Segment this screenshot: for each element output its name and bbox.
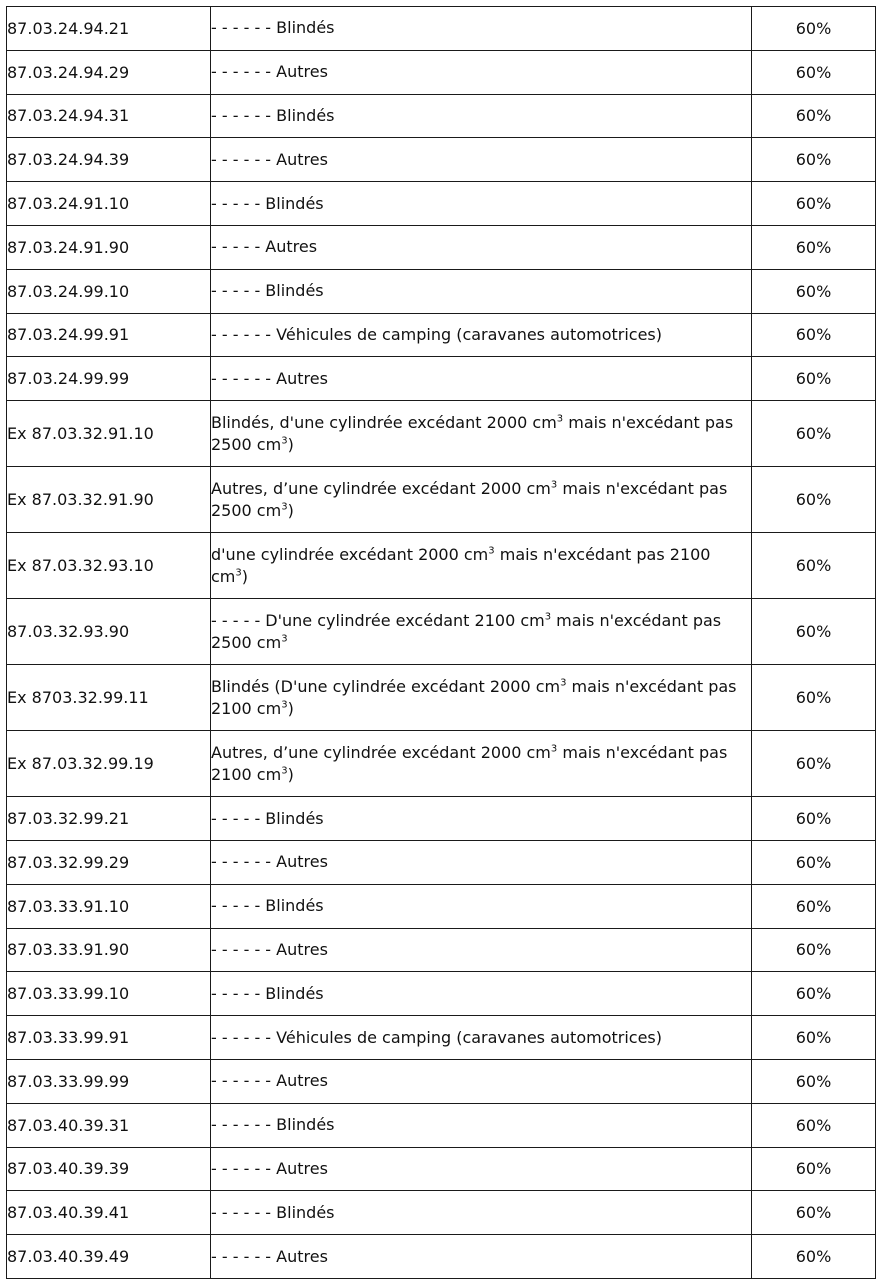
tariff-code-cell: Ex 87.03.32.91.10: [7, 401, 211, 467]
table-row: [7, 1191, 876, 1235]
table-row: [7, 797, 876, 841]
description-text: Blindés (D'une cylindrée excédant 2000 cm: [211, 676, 561, 696]
description-cell: [211, 1103, 752, 1147]
description-cell: [211, 182, 752, 226]
description-cell: [211, 467, 752, 533]
table-row: [7, 731, 876, 797]
tariff-code-cell: 87.03.40.39.41: [7, 1191, 211, 1235]
tariff-code-cell: 87.03.24.91.10: [7, 182, 211, 226]
rate-cell: 60%: [752, 401, 876, 467]
tariff-code-cell: Ex 87.03.32.91.90: [7, 467, 211, 533]
description-text: d'une cylindrée excédant 2000 cm: [211, 544, 489, 564]
rate-cell: 60%: [752, 269, 876, 313]
description-cell: [211, 50, 752, 94]
table-row: [7, 182, 876, 226]
description-cell: [211, 357, 752, 401]
description-cell: [211, 797, 752, 841]
description-cell: [211, 225, 752, 269]
tariff-code-cell: 87.03.32.99.21: [7, 797, 211, 841]
description-text: - - - - - - Autres: [211, 939, 328, 959]
superscript: 3: [544, 611, 552, 623]
description-text: - - - - - Blindés: [211, 193, 324, 213]
table-row: [7, 401, 876, 467]
table-row: [7, 1059, 876, 1103]
description-text: - - - - - - Autres: [211, 149, 328, 169]
description-text: - - - - - - Autres: [211, 368, 328, 388]
description-text: - - - - - - Blindés: [211, 1202, 335, 1222]
table-row: [7, 928, 876, 972]
rate-cell: 60%: [752, 50, 876, 94]
rate-cell: 60%: [752, 797, 876, 841]
description-cell: [211, 928, 752, 972]
description-cell: [211, 972, 752, 1016]
rate-cell: 60%: [752, 599, 876, 665]
description-text: - - - - - Blindés: [211, 983, 324, 1003]
tariff-code-cell: 87.03.24.94.39: [7, 138, 211, 182]
rate-cell: 60%: [752, 1016, 876, 1060]
rate-cell: 60%: [752, 840, 876, 884]
table-row: [7, 357, 876, 401]
description-text: mais n'excédant pas 2100 cm: [211, 544, 711, 586]
tariff-code-cell: 87.03.33.91.10: [7, 884, 211, 928]
description-cell: [211, 1016, 752, 1060]
description-text: Autres, d’une cylindrée excédant 2000 cm: [211, 478, 551, 498]
description-text: - - - - - - Autres: [211, 1158, 328, 1178]
description-text: - - - - - Blindés: [211, 281, 324, 301]
description-text: - - - - - - Blindés: [211, 105, 335, 125]
superscript: 3: [560, 677, 567, 689]
tariff-code-cell: 87.03.24.94.31: [7, 94, 211, 138]
rate-cell: 60%: [752, 225, 876, 269]
table-row: [7, 599, 876, 665]
description-text: Autres, d’une cylindrée excédant 2000 cm: [211, 742, 551, 762]
rate-cell: 60%: [752, 138, 876, 182]
rate-cell: 60%: [752, 884, 876, 928]
description-cell: [211, 1059, 752, 1103]
superscript: 3: [556, 413, 564, 425]
description-text: ): [287, 698, 294, 718]
table-row: [7, 269, 876, 313]
tariff-code-cell: Ex 8703.32.99.11: [7, 665, 211, 731]
description-cell: [211, 269, 752, 313]
table-row: [7, 138, 876, 182]
description-text: - - - - - D'une cylindrée excédant 2100 cm: [211, 610, 545, 630]
table-row: [7, 313, 876, 357]
tariff-code-cell: 87.03.32.99.29: [7, 840, 211, 884]
description-text: ): [241, 566, 249, 586]
superscript: 3: [550, 479, 558, 491]
rate-cell: 60%: [752, 1103, 876, 1147]
description-text: ): [287, 434, 294, 454]
description-cell: [211, 533, 752, 599]
rate-cell: 60%: [752, 94, 876, 138]
description-cell: [211, 1191, 752, 1235]
description-text: - - - - - - Autres: [211, 852, 328, 872]
table-row: [7, 1103, 876, 1147]
tariff-code-cell: 87.03.32.93.90: [7, 599, 211, 665]
table-row: [7, 94, 876, 138]
tariff-code-cell: 87.03.40.39.31: [7, 1103, 211, 1147]
table-row: [7, 665, 876, 731]
tariff-code-cell: Ex 87.03.32.93.10: [7, 533, 211, 599]
table-row: [7, 840, 876, 884]
table-row: [7, 1147, 876, 1191]
description-text: mais n'excédant pas 2100 cm: [211, 676, 737, 718]
superscript: 3: [281, 699, 288, 711]
table-row: [7, 1235, 876, 1279]
description-text: Blindés, d'une cylindrée excédant 2000 cm: [211, 412, 557, 432]
table-row: [7, 884, 876, 928]
description-text: mais n'excédant pas 2500 cm: [211, 412, 734, 454]
rate-cell: 60%: [752, 731, 876, 797]
tariff-code-cell: 87.03.33.99.10: [7, 972, 211, 1016]
description-cell: [211, 401, 752, 467]
rate-cell: 60%: [752, 928, 876, 972]
description-text: ): [287, 500, 294, 520]
tariff-code-cell: Ex 87.03.32.99.19: [7, 731, 211, 797]
rate-cell: 60%: [752, 665, 876, 731]
rate-cell: 60%: [752, 1059, 876, 1103]
rate-cell: 60%: [752, 182, 876, 226]
description-cell: [211, 665, 752, 731]
description-cell: [211, 7, 752, 51]
rate-cell: 60%: [752, 1147, 876, 1191]
rate-cell: 60%: [752, 533, 876, 599]
description-text: - - - - - - Blindés: [211, 1115, 335, 1135]
description-cell: [211, 731, 752, 797]
superscript: 3: [550, 743, 558, 755]
description-text: - - - - - - Autres: [211, 1246, 328, 1266]
superscript: 3: [281, 435, 288, 447]
table-row: [7, 50, 876, 94]
description-cell: [211, 884, 752, 928]
table-row: [7, 972, 876, 1016]
description-text: - - - - - Blindés: [211, 808, 324, 828]
superscript: 3: [235, 567, 242, 579]
table-row: [7, 1016, 876, 1060]
description-cell: [211, 313, 752, 357]
rate-cell: 60%: [752, 357, 876, 401]
superscript: 3: [281, 633, 288, 645]
tariff-code-cell: 87.03.24.94.29: [7, 50, 211, 94]
description-text: - - - - - - Autres: [211, 1071, 328, 1091]
table-row: [7, 533, 876, 599]
description-text: - - - - - - Autres: [211, 62, 328, 82]
table-row: [7, 225, 876, 269]
tariff-code-cell: 87.03.40.39.39: [7, 1147, 211, 1191]
tariff-table-body: [7, 7, 876, 1279]
description-cell: [211, 1235, 752, 1279]
rate-cell: 60%: [752, 313, 876, 357]
tariff-code-cell: 87.03.24.99.99: [7, 357, 211, 401]
tariff-code-cell: 87.03.33.99.99: [7, 1059, 211, 1103]
tariff-code-cell: 87.03.33.99.91: [7, 1016, 211, 1060]
description-cell: [211, 599, 752, 665]
tariff-code-cell: 87.03.24.94.21: [7, 7, 211, 51]
description-text: mais n'excédant pas 2500 cm: [211, 610, 722, 652]
description-cell: [211, 1147, 752, 1191]
description-text: - - - - - - Blindés: [211, 18, 335, 38]
description-text: - - - - - - Véhicules de camping (caravanes automotrices): [211, 324, 662, 344]
tariff-code-cell: 87.03.24.99.10: [7, 269, 211, 313]
superscript: 3: [281, 501, 288, 513]
superscript: 3: [281, 765, 288, 777]
rate-cell: 60%: [752, 467, 876, 533]
description-text: - - - - - - Véhicules de camping (caravanes automotrices): [211, 1027, 662, 1047]
rate-cell: 60%: [752, 1235, 876, 1279]
table-row: [7, 467, 876, 533]
rate-cell: 60%: [752, 972, 876, 1016]
description-text: mais n'excédant pas 2100 cm: [211, 742, 728, 784]
description-text: - - - - - Blindés: [211, 896, 324, 916]
table-row: [7, 7, 876, 51]
rate-cell: 60%: [752, 1191, 876, 1235]
description-cell: [211, 840, 752, 884]
description-cell: [211, 138, 752, 182]
tariff-code-cell: 87.03.40.39.49: [7, 1235, 211, 1279]
tariff-code-cell: 87.03.33.91.90: [7, 928, 211, 972]
description-text: - - - - - Autres: [211, 237, 318, 257]
description-cell: [211, 94, 752, 138]
rate-cell: 60%: [752, 7, 876, 51]
tariff-code-cell: 87.03.24.99.91: [7, 313, 211, 357]
superscript: 3: [488, 545, 495, 557]
tariff-table: [6, 6, 876, 1279]
description-text: mais n'excédant pas 2500 cm: [211, 478, 728, 520]
tariff-code-cell: 87.03.24.91.90: [7, 225, 211, 269]
description-text: ): [287, 764, 294, 784]
